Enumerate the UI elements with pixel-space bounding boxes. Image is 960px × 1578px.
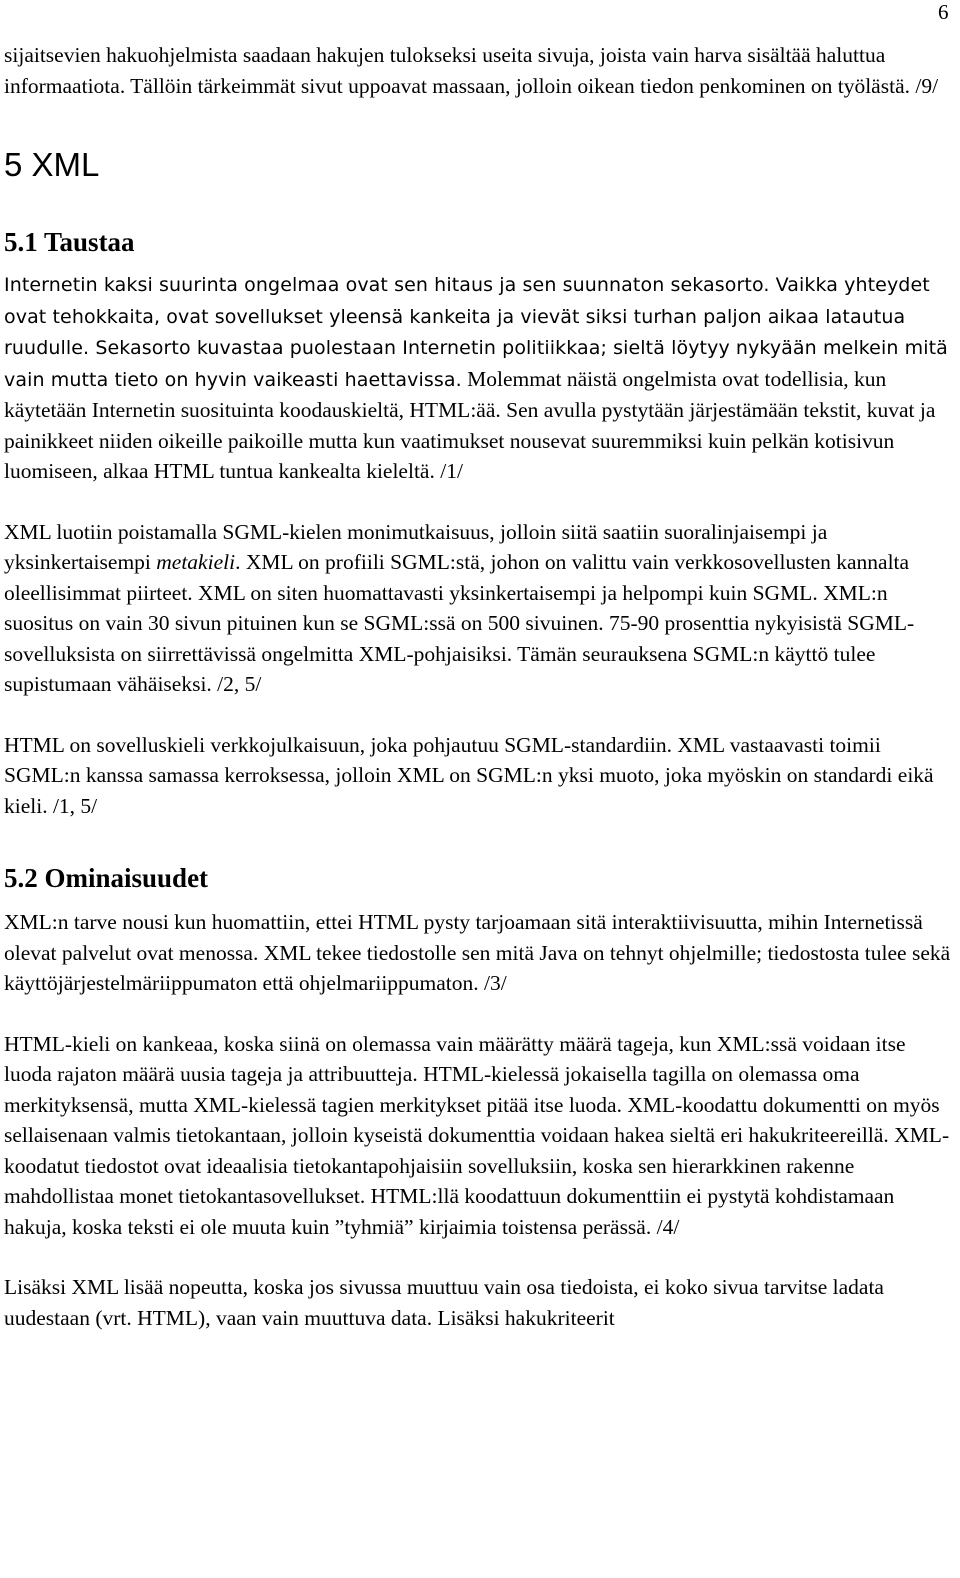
paragraph-taustaa-3: HTML on sovelluskieli verkkojulkaisuun, joka pohjautuu SGML-standardiin. XML vastaavasti toimii SGML:n kanssa samassa kerroksessa, jolloin XML on SGML:n yksi muoto, joka myöskin on standardi eikä kieli. /1, 5/ <box>4 732 934 818</box>
document-body <box>4 40 958 1333</box>
paragraph-taustaa-2-b: . XML on profiili SGML:stä, johon on valittu vain verkkosovellusten kannalta oleellisimmat piirteet. XML on siten huomattavasti yksinkertaisempi ja helpompi kuin SGML. XML:n suositus on vain 30 sivun pituinen kun se SGML:ssä on 500 sivuinen. 75-90 prosenttia nykyisistä SGML-sovelluksista on siirrettävissä ongelmitta XML-pohjaisiksi. Tämän seurauksena SGML:n käyttö tulee supistumaan vähäiseksi. /2, 5/ <box>4 550 915 696</box>
page-number: 6 <box>938 0 949 24</box>
paragraph-ominaisuudet-2: HTML-kieli on kankeaa, koska siinä on olemassa vain määrätty määrä tageja, kun XML:ssä voidaan itse luoda rajaton määrä uusia tageja ja attribuutteja. HTML-kielessä jokaisella tagilla on olemassa oma merkityksensä, mutta XML-kielessä tagien merkitykset pitää itse luoda. XML-koodattu dokumentti on myös sellaisenaan valmis tietokantaan, jolloin kyseistä dokumenttia voidaan hakea sieltä eri hakukriteereillä. XML-koodatut tiedostot ovat ideaalisia tietokantapohjaisiin sovelluksiin, koska sen hierarkkinen rakenne mahdollistaa monet tietokantasovellukset. HTML:llä koodattuun dokumenttiin ei pystytä kohdistamaan hakuja, koska teksti ei ole muuta kuin ”tyhmiä” kirjaimia toistensa perässä. /4/ <box>4 1031 950 1239</box>
paragraph-taustaa-2 <box>4 517 958 700</box>
paragraph-taustaa-1-sans: Internetin kaksi suurinta ongelmaa ovat sen hitaus ja sen suunnaton sekasorto. Vaikka yhteydet ovat tehokkaita, ovat sovellukset yleensä kankeita ja vievät siksi turhan paljon aikaa latautua ruudulle. Sekasorto kuvastaa puolestaan Internetin politiikkaa; sieltä löytyy nykyään melkein mitä vain mutta tieto on hyvin vaikeasti haettavissa. <box>4 274 948 391</box>
intro-paragraph: sijaitsevien hakuohjelmista saadaan hakujen tulokseksi useita sivuja, joista vain harva sisältää haluttua informaatiota. Tällöin tärkeimmät sivut uppoavat massaan, jolloin oikean tiedon penkominen on työlästä. /9/ <box>4 43 939 98</box>
paragraph-taustaa-1-serif: Molemmat näistä ongelmista ovat todellisia, kun käytetään Internetin suosituinta koodauskieltä, HTML:ää. Sen avulla pystytään järjestämään tekstit, kuvat ja painikkeet niiden oikeille paikoille mutta kun vaatimukset nousevat suuremmiksi kuin pelkän kotisivun luomiseen, alkaa HTML tuntua kankealta kieleltä. /1/ <box>4 366 936 483</box>
paragraph-taustaa-2-a: XML luotiin poistamalla SGML-kielen monimutkaisuus, jolloin siitä saatiin suoralinjaisempi ja yksinkertaisempi <box>4 519 828 574</box>
subsection-heading-taustaa: 5.1 Taustaa <box>4 227 135 257</box>
paragraph-ominaisuudet-1: XML:n tarve nousi kun huomattiin, ettei HTML pysty tarjoamaan sitä interaktiivisuutta, mihin Internetissä olevat palvelut ovat menossa. XML tekee tiedostolle sen mitä Java on tehnyt ohjelmille; tiedostosta tulee sekä käyttöjärjestelmäriippumaton että ohjelmariippumaton. /3/ <box>4 910 951 995</box>
subsection-heading-ominaisuudet: 5.2 Ominaisuudet <box>4 863 209 893</box>
section-heading: 5 XML <box>4 146 100 183</box>
paragraph-taustaa-1 <box>4 269 958 487</box>
metakieli-term: metakieli <box>156 550 236 574</box>
paragraph-ominaisuudet-3: Lisäksi XML lisää nopeutta, koska jos sivussa muuttuu vain osa tiedoista, ei koko sivua tarvitse ladata uudestaan (vrt. HTML), vaan vain muuttuva data. Lisäksi hakukriteerit <box>4 1275 884 1330</box>
